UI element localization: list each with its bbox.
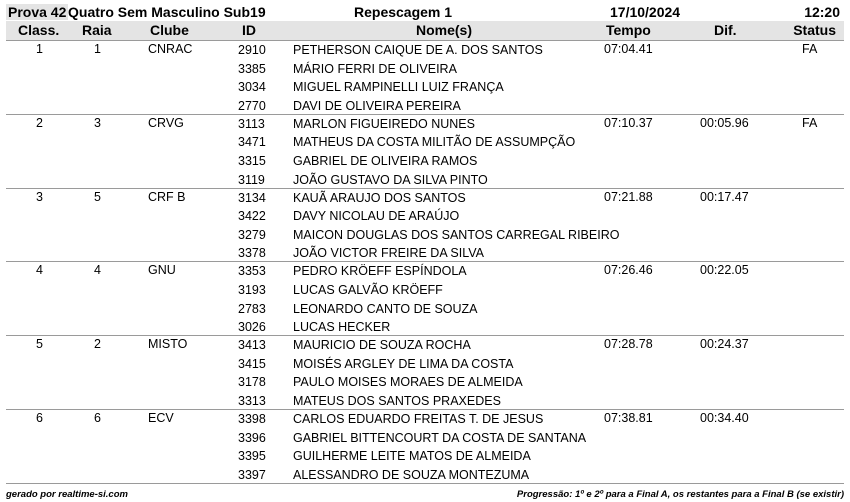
team-diff: 00:24.37 (700, 337, 749, 352)
team-time: 07:04.41 (604, 42, 653, 56)
swimmer-name: DAVY NICOLAU DE ARAÚJO (293, 209, 460, 224)
swimmer-name: GUILHERME LEITE MATOS DE ALMEIDA (293, 449, 531, 464)
team-club: GNU (148, 263, 176, 278)
team-time: 07:28.78 (604, 337, 653, 352)
team-row (6, 410, 844, 484)
team-lane: 2 (94, 337, 101, 352)
swimmer-id: 3279 (238, 227, 266, 242)
swimmer-id: 3026 (238, 320, 266, 335)
swimmer-id: 2910 (238, 43, 266, 57)
swimmer-name: JOÃO GUSTAVO DA SILVA PINTO (293, 172, 488, 187)
swimmer-name: GABRIEL BITTENCOURT DA COSTA DE SANTANA (293, 430, 587, 445)
swimmer-name: PEDRO KRÖEFF ESPÍNDOLA (293, 264, 467, 279)
swimmer-name: MATHEUS DA COSTA MILITÃO DE ASSUMPÇÃO (293, 135, 576, 150)
event-time: 12:20 (804, 4, 840, 20)
column-status: Status (793, 22, 836, 38)
team-time: 07:10.37 (604, 115, 653, 130)
event-date: 17/10/2024 (610, 4, 681, 20)
team-club: CRF B (148, 189, 186, 204)
column-class: Class. (18, 22, 60, 38)
event-number: Prova 42 (8, 4, 67, 20)
swimmer-id: 3315 (238, 153, 266, 168)
team-lane: 5 (94, 189, 101, 204)
column-id: ID (242, 22, 256, 38)
team-lane: 1 (94, 42, 101, 56)
swimmer-name: MOISÉS ARGLEY DE LIMA DA COSTA (293, 356, 514, 371)
progression-note: Progressão: 1º e 2º para a Final A, os restantes para a Final B (se existir) (516, 489, 844, 500)
swimmer-name: PETHERSON CAIQUE DE A. DOS SANTOS (293, 43, 543, 57)
swimmer-name: GABRIEL DE OLIVEIRA RAMOS (293, 153, 478, 168)
swimmer-name: JOÃO VICTOR FREIRE DA SILVA (293, 246, 485, 261)
swimmer-id: 3353 (238, 264, 266, 279)
team-class: 3 (36, 189, 43, 204)
swimmer-id: 3471 (238, 135, 266, 150)
swimmer-id: 3396 (238, 430, 266, 445)
team-row (6, 41, 844, 115)
team-class: 5 (36, 337, 43, 352)
swimmer-name: MAICON DOUGLAS DOS SANTOS CARREGAL RIBEIRO (293, 227, 620, 242)
column-club: Clube (150, 22, 189, 38)
swimmer-id: 3378 (238, 246, 266, 261)
swimmer-id: 3313 (238, 393, 266, 408)
swimmer-id: 2783 (238, 301, 266, 316)
swimmer-name: MARLON FIGUEIREDO NUNES (293, 116, 475, 131)
column-names: Nome(s) (416, 22, 473, 38)
swimmer-name: LEONARDO CANTO DE SOUZA (293, 301, 478, 316)
team-row (6, 189, 844, 263)
swimmer-name: MÁRIO FERRI DE OLIVEIRA (293, 61, 457, 76)
team-status: FA (802, 115, 818, 130)
swimmer-name: CARLOS EDUARDO FREITAS T. DE JESUS (293, 411, 544, 426)
swimmer-name: LUCAS HECKER (293, 320, 391, 335)
swimmer-name: MATEUS DOS SANTOS PRAXEDES (293, 393, 501, 408)
swimmer-name: KAUÃ ARAUJO DOS SANTOS (293, 190, 466, 205)
team-class: 6 (36, 410, 43, 425)
swimmer-id: 3193 (238, 282, 266, 297)
swimmer-id: 3134 (238, 190, 266, 205)
team-club: CRVG (148, 115, 184, 130)
team-diff: 00:05.96 (700, 115, 749, 130)
team-row (6, 115, 844, 189)
swimmer-name: MIGUEL RAMPINELLI LUIZ FRANÇA (293, 80, 504, 95)
swimmer-id: 3385 (238, 61, 266, 76)
team-class: 2 (36, 115, 43, 130)
team-row (6, 262, 844, 336)
team-row (6, 336, 844, 410)
swimmer-id: 3398 (238, 411, 266, 426)
swimmer-name: LUCAS GALVÃO KRÖEFF (293, 282, 443, 297)
swimmer-name: MAURICIO DE SOUZA ROCHA (293, 338, 471, 353)
team-time: 07:38.81 (604, 410, 653, 425)
generated-by: gerado por realtime-si.com (6, 489, 128, 500)
team-club: CNRAC (148, 42, 193, 56)
team-time: 07:26.46 (604, 263, 653, 278)
team-diff: 00:22.05 (700, 263, 749, 278)
swimmer-id: 3422 (238, 209, 266, 224)
swimmer-id: 3397 (238, 467, 266, 482)
round-name: Repescagem 1 (354, 4, 453, 20)
team-lane: 4 (94, 263, 101, 278)
team-club: MISTO (148, 337, 188, 352)
event-name: Quatro Sem Masculino Sub19 (68, 4, 266, 20)
column-time: Tempo (606, 22, 651, 38)
swimmer-id: 3119 (238, 172, 265, 187)
swimmer-id: 3395 (238, 449, 266, 464)
swimmer-id: 3034 (238, 80, 266, 95)
team-club: ECV (148, 410, 174, 425)
column-lane: Raia (82, 22, 112, 38)
swimmer-id: 3113 (238, 116, 265, 131)
team-class: 1 (36, 42, 43, 56)
team-diff: 00:34.40 (700, 410, 749, 425)
swimmer-id: 2770 (238, 98, 266, 113)
swimmer-name: PAULO MOISES MORAES DE ALMEIDA (293, 375, 523, 390)
column-header-row (6, 21, 844, 41)
swimmer-name: ALESSANDRO DE SOUZA MONTEZUMA (293, 467, 530, 482)
team-lane: 3 (94, 115, 101, 130)
swimmer-id: 3415 (238, 356, 266, 371)
team-lane: 6 (94, 410, 101, 425)
team-diff: 00:17.47 (700, 189, 749, 204)
team-time: 07:21.88 (604, 189, 653, 204)
swimmer-id: 3178 (238, 375, 266, 390)
column-diff: Dif. (714, 22, 737, 38)
swimmer-id: 3413 (238, 338, 266, 353)
team-status: FA (802, 42, 818, 56)
swimmer-name: DAVI DE OLIVEIRA PEREIRA (293, 98, 461, 113)
results-table (6, 41, 844, 484)
team-class: 4 (36, 263, 43, 278)
